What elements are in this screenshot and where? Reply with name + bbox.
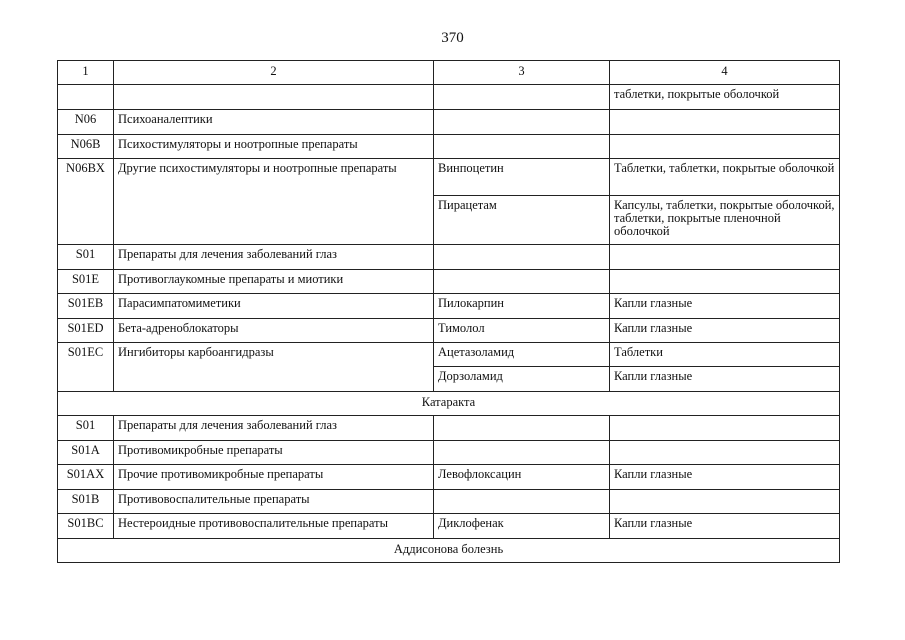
dosage-form (610, 110, 840, 135)
atc-code: S01AX (58, 465, 114, 490)
group-name: Нестероидные противовоспалительные препараты (114, 514, 434, 539)
drug-name: Левофлоксацин (434, 465, 610, 490)
atc-code: N06B (58, 135, 114, 159)
section-title: Катаракта (58, 392, 840, 416)
drug-table (57, 60, 840, 563)
atc-code: S01E (58, 270, 114, 294)
dosage-form (610, 416, 840, 441)
drug-name (434, 85, 610, 110)
dosage-form: Капли глазные (610, 367, 840, 392)
table-row (58, 490, 840, 514)
dosage-form (610, 270, 840, 294)
dosage-form (610, 490, 840, 514)
table-row (58, 294, 840, 319)
dosage-form: таблетки, покрытые оболочкой (610, 85, 840, 110)
table-row (58, 245, 840, 270)
dosage-form: Таблетки, таблетки, покрытые оболочкой (610, 159, 840, 196)
column-header-4: 4 (610, 61, 840, 85)
group-name: Ингибиторы карбоангидразы (114, 343, 434, 392)
page-number: 370 (441, 30, 464, 46)
drug-name: Пирацетам (434, 196, 610, 245)
group-name: Прочие противомикробные препараты (114, 465, 434, 490)
atc-code: S01 (58, 245, 114, 270)
table-row (58, 319, 840, 343)
group-name: Противомикробные препараты (114, 441, 434, 465)
section-title: Аддисонова болезнь (58, 539, 840, 563)
group-name: Другие психостимуляторы и ноотропные препараты (114, 159, 434, 245)
atc-code: N06 (58, 110, 114, 135)
drug-name: Пилокарпин (434, 294, 610, 319)
dosage-form: Таблетки (610, 343, 840, 367)
drug-name (434, 416, 610, 441)
atc-code: S01EB (58, 294, 114, 319)
table-row (58, 270, 840, 294)
drug-name: Винпоцетин (434, 159, 610, 196)
table-row (58, 110, 840, 135)
table-row (58, 441, 840, 465)
section-row (58, 392, 840, 416)
drug-name (434, 270, 610, 294)
atc-code: S01EC (58, 343, 114, 392)
section-row (58, 539, 840, 563)
table-row (58, 135, 840, 159)
table-row (58, 343, 840, 367)
group-name (114, 85, 434, 110)
atc-code: S01A (58, 441, 114, 465)
atc-code: S01BC (58, 514, 114, 539)
atc-code: S01 (58, 416, 114, 441)
drug-name: Дорзоламид (434, 367, 610, 392)
column-header-2: 2 (114, 61, 434, 85)
drug-name (434, 441, 610, 465)
drug-name (434, 490, 610, 514)
drug-name (434, 110, 610, 135)
group-name: Препараты для лечения заболеваний глаз (114, 245, 434, 270)
atc-code: S01B (58, 490, 114, 514)
group-name: Бета-адреноблокаторы (114, 319, 434, 343)
group-name: Психоаналептики (114, 110, 434, 135)
table-row (58, 159, 840, 196)
table-row (58, 465, 840, 490)
table-row (58, 514, 840, 539)
column-header-3: 3 (434, 61, 610, 85)
group-name: Психостимуляторы и ноотропные препараты (114, 135, 434, 159)
group-name: Противовоспалительные препараты (114, 490, 434, 514)
dosage-form: Капсулы, таблетки, покрытые оболочкой, таблетки, покрытые пленочной оболочкой (610, 196, 840, 245)
dosage-form (610, 245, 840, 270)
group-name: Препараты для лечения заболеваний глаз (114, 416, 434, 441)
dosage-form: Капли глазные (610, 514, 840, 539)
dosage-form: Капли глазные (610, 319, 840, 343)
table-row (58, 416, 840, 441)
atc-code: N06BX (58, 159, 114, 245)
drug-name: Диклофенак (434, 514, 610, 539)
drug-name: Ацетазоламид (434, 343, 610, 367)
dosage-form: Капли глазные (610, 465, 840, 490)
group-name: Парасимпатомиметики (114, 294, 434, 319)
drug-name (434, 135, 610, 159)
group-name: Противоглаукомные препараты и миотики (114, 270, 434, 294)
dosage-form (610, 135, 840, 159)
table-header-row (58, 61, 840, 85)
drug-name (434, 245, 610, 270)
atc-code: S01ED (58, 319, 114, 343)
column-header-1: 1 (58, 61, 114, 85)
dosage-form (610, 441, 840, 465)
table-row (58, 85, 840, 110)
dosage-form: Капли глазные (610, 294, 840, 319)
atc-code (58, 85, 114, 110)
drug-name: Тимолол (434, 319, 610, 343)
